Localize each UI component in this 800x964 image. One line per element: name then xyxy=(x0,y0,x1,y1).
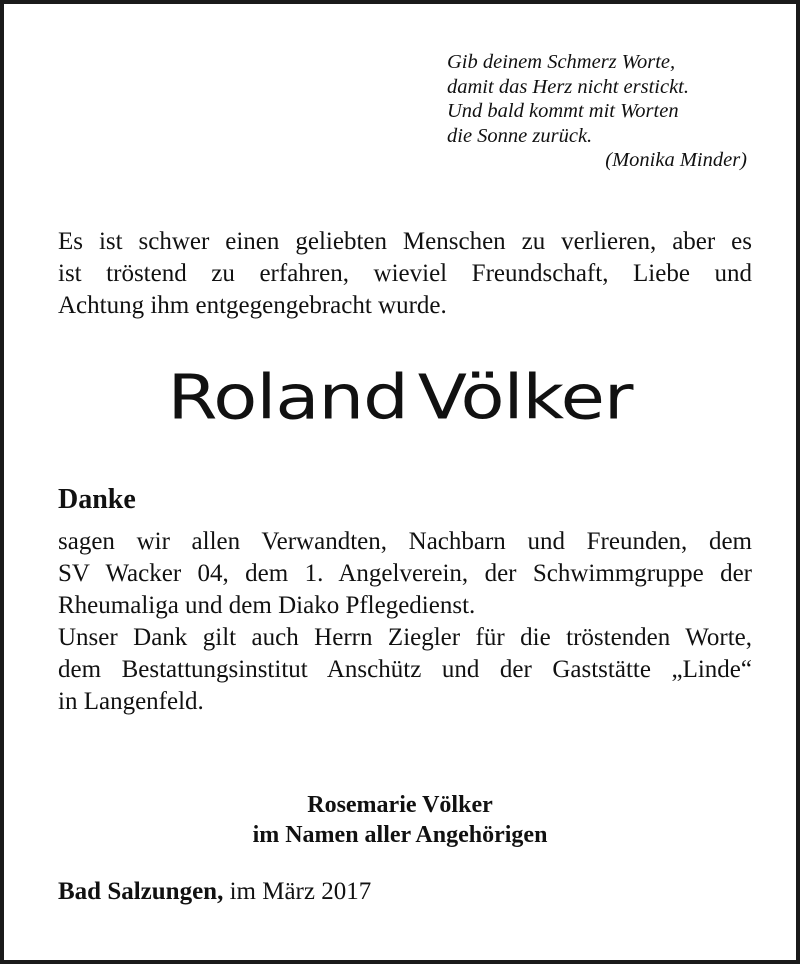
signature-block xyxy=(4,790,796,850)
thanks-heading: Danke xyxy=(58,484,136,515)
thanks-line: SV Wacker 04, dem 1. Angelverein, der Schwimmgruppe der xyxy=(58,560,752,587)
signature-note: im Namen aller Angehörigen xyxy=(252,822,548,848)
intro-line: Es ist schwer einen geliebten Menschen zu verlieren, aber es xyxy=(58,228,752,255)
deceased-name xyxy=(4,359,796,436)
intro-paragraph xyxy=(58,226,752,322)
signature-name: Rosemarie Völker xyxy=(307,792,493,818)
intro-line: Achtung ihm entgegengebracht wurde. xyxy=(58,292,447,319)
quote-line: Gib deinem Schmerz Worte, xyxy=(447,51,676,73)
thanks-line: Rheumaliga und dem Diako Pflegedienst. xyxy=(58,592,476,619)
thanks-line: Unser Dank gilt auch Herrn Ziegler für die tröstenden Worte, xyxy=(58,624,752,651)
intro-line: ist tröstend zu erfahren, wieviel Freundschaft, Liebe und xyxy=(58,260,752,287)
date-text: im März 2017 xyxy=(229,878,372,905)
place-date xyxy=(58,876,371,908)
quote-author: (Monika Minder) xyxy=(605,149,747,171)
deceased-last-name: Völker xyxy=(417,361,633,433)
thanks-line: sagen wir allen Verwandten, Nachbarn und Freunden, dem xyxy=(58,528,752,555)
place-name: Bad Salzungen, xyxy=(58,878,224,905)
thanks-line: dem Bestattungsinstitut Anschütz und der Gaststätte „Linde“ xyxy=(58,656,752,683)
thanks-paragraph xyxy=(58,526,752,718)
poem-quote xyxy=(447,50,747,173)
deceased-first-name: Roland xyxy=(167,361,408,433)
quote-line: damit das Herz nicht erstickt. xyxy=(447,75,689,98)
quote-line: Und bald kommt mit Worten xyxy=(447,100,679,122)
thanks-line: in Langenfeld. xyxy=(58,688,204,715)
quote-line: die Sonne zurück. xyxy=(447,124,593,147)
